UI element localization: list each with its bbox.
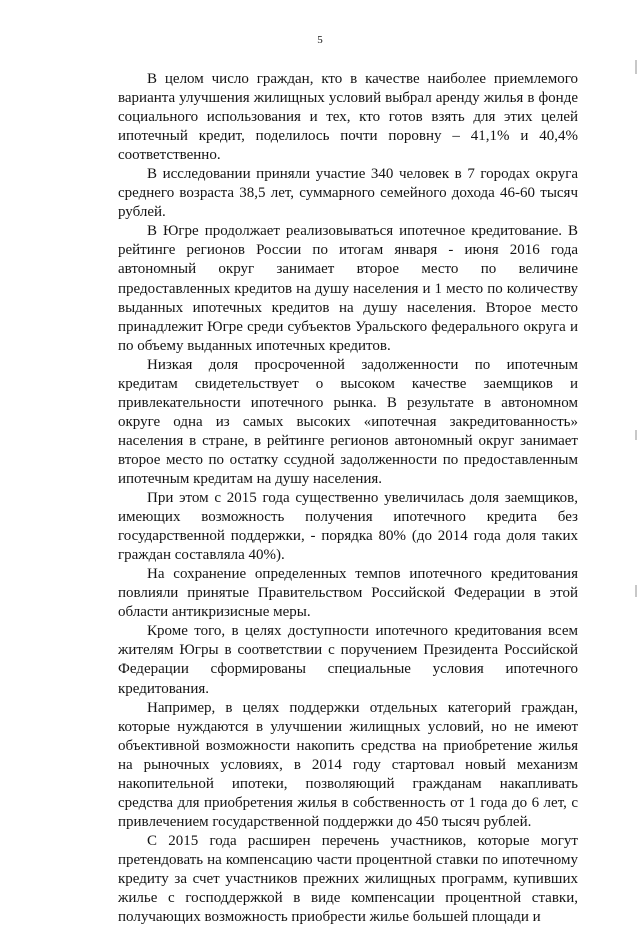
paragraph-overdue-debt: Низкая доля просроченной задолженности по ипотечным кредитам свидетельствует о высоком качестве заемщиков и привлекательности ипотечного рынка. В результате в автономном округе одна из самых высоких «ипотечная закредитованность» населения в стране, в рейтинге регионов автономный округ занимает второе место по остатку ссудной задолженности по предоставленным ипотечным кредитам на душу населения. [118, 356, 578, 487]
scan-edge-mark [635, 60, 637, 74]
scan-edge-mark [635, 430, 637, 440]
scan-edge-mark [635, 585, 637, 597]
body-text [118, 70, 578, 927]
paragraph-anticrisis-measures: На сохранение определенных темпов ипотечного кредитования повлияли принятые Правительством Российской Федерации в этой области антикризисные меры. [118, 566, 578, 621]
paragraph-participants-expansion: С 2015 года расширен перечень участников, которые могут претендовать на компенсацию части процентной ставки по ипотечному кредиту за счет участников прежних жилищных программ, купивших жилье с господдержкой в виде компенсации процентной ставки, получающих возможность приобрести жилье большей площади и [118, 832, 578, 926]
paragraph-special-conditions: Кроме того, в целях доступности ипотечного кредитования всем жителям Югры в соответствии с поручением Президента Российской Федерации сформированы специальные условия ипотечного кредитования. [118, 623, 578, 697]
paragraph-rent-vs-mortgage: В целом число граждан, кто в качестве наиболее приемлемого варианта улучшения жилищных условий выбрал аренду жилья в фонде социального использования и тех, кто готов взять для этих целей ипотечный кредит, поделилось почти поровну – 41,1% и 40,4% соответственно. [118, 71, 578, 164]
paragraph-survey-participants: В исследовании приняли участие 340 человек в 7 городах округа среднего возраста 38,5 лет, суммарного семейного дохода 46-60 тысяч рублей. [118, 166, 578, 221]
paragraph-borrowers-share: При этом с 2015 года существенно увеличилась доля заемщиков, имеющих возможность получения ипотечного кредита без государственной поддержки, - порядка 80% (до 2014 года доля таких граждан составляла 40%). [118, 490, 578, 564]
paragraph-accumulative-mortgage: Например, в целях поддержки отдельных категорий граждан, которые нуждаются в улучшении жилищных условий, но не имеют объективной возможности накопить средства на приобретение жилья на рыночных условиях, в 2014 году стартовал новый механизм накопительной ипотеки, позволяющий гражданам накапливать средства для приобретения жилья в собственность от 1 года до 6 лет, с привлечением государственной поддержки до 450 тысяч рублей. [118, 699, 578, 830]
page-number: 5 [317, 34, 323, 46]
paragraph-yugra-mortgage-rating: В Югре продолжает реализовываться ипотечное кредитование. В рейтинге регионов России по итогам января - июня 2016 года автономный округ занимает второе место по величине предоставленных кредитов на душу населения и 1 место по количеству выданных ипотечных кредитов на душу населения. Второе место принадлежит Югре среди субъектов Уральского федерального округа и по объему выданных ипотечных кредитов. [118, 223, 578, 354]
